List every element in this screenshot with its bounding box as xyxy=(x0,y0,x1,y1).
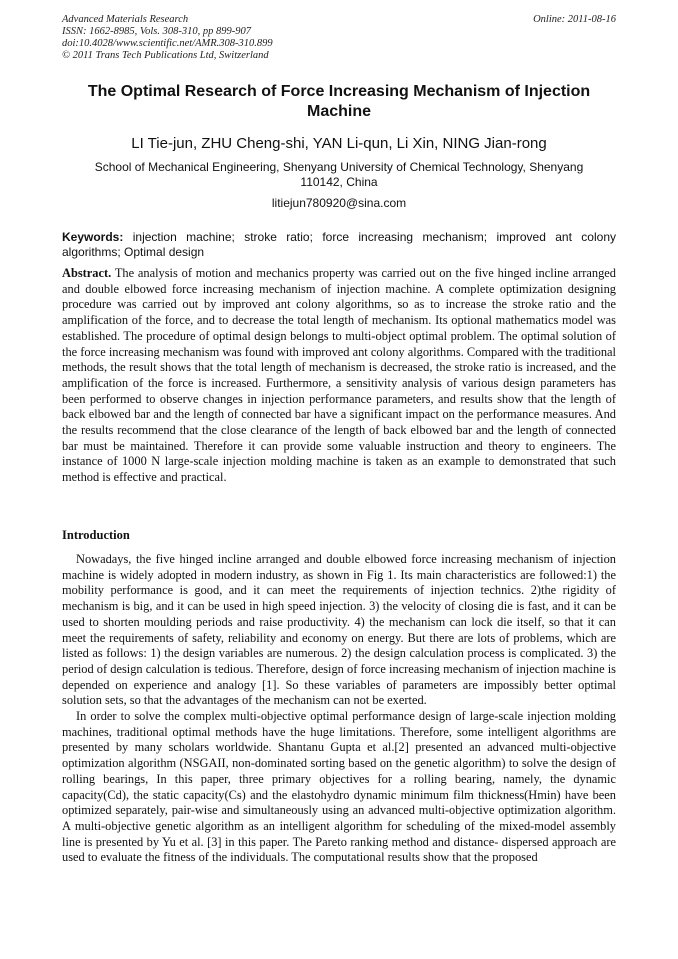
introduction-heading: Introduction xyxy=(62,528,130,542)
paper-title: The Optimal Research of Force Increasing Mechanism of Injection Machine xyxy=(87,83,591,120)
author-list: LI Tie-jun, ZHU Cheng-shi, YAN Li-qun, Li Xin, NING Jian-rong xyxy=(131,135,547,152)
copyright-line: © 2011 Trans Tech Publications Ltd, Switzerland xyxy=(62,50,269,61)
keywords-label: Keywords: xyxy=(62,230,124,244)
introduction-body xyxy=(62,552,616,866)
intro-paragraph: Nowadays, the five hinged incline arranged and double elbowed force increasing mechanism of injection machine is widely adopted in modern industry, as shown in Fig 1. Its main characteristics are followed:1) the mobility performance is good, and it can meet the requirements of injection technics. 2)the rigidity of mechanism is big, and it can be used in high speed injection. 3) the velocity of closing die is fast, and it can be used to shorten moulding periods and raise productivity. 4) the mechanism can lock die itself, so that it can meet the requirements of safety, reliability and economy on energy. But there are lots of problems, which are listed as follows: 1) the design variables are numerous. 2) the design calculation process is complicated. 3) the period of design calculation is tedious. Therefore, design of force increasing mechanism of injection machine is depended on experience and analogy [1]. So these variables of parameters are impossibly better optimal solution sets, so that the advantages of the mechanism can not be exerted. xyxy=(62,552,616,708)
abstract-text: The analysis of motion and mechanics property was carried out on the five hinged incline arranged and double elbowed force increasing mechanism of injection machine. A complete optimization designing procedure was carried out by improved ant colony algorithms, so as to increase the stroke ratio and the amplification of the force, and to decrease the total length of mechanism. Its optional mathematics model was established. The procedure of optimal design belongs to multi-object optimal problem. The optimal solution of the force increasing mechanism was found with improved ant colony algorithms. Compared with the traditional methods, the result shows that the total length of mechanism is decreased, the stroke ratio is increased, and the amplification of the force is increased. Furthermore, a sensitivity analysis of various design parameters has been performed to observe changes in injection performance parameters, and results show that the length of back elbowed bar and the length of connected bar have a significant impact on the performance measures. And the results recommend that the close clearance of the length of back elbowed bar and the length of connected bar must be maintained. Therefore it can provide some valuable instruction and theory to engineers. The instance of 1000 N large-scale injection molding machine is taken as an example to demonstrated that such method is effective and practical. xyxy=(62,266,616,485)
abstract-block xyxy=(62,266,616,486)
author-email: litiejun780920@sina.com xyxy=(271,196,407,210)
keywords-text: injection machine; stroke ratio; force increasing mechanism; improved ant colony algorithms; Optimal design xyxy=(62,230,616,259)
journal-name: Advanced Materials Research xyxy=(62,14,189,25)
issn-line: ISSN: 1662-8985, Vols. 308-310, pp 899-907 xyxy=(62,26,251,37)
online-date: Online: 2011-08-16 xyxy=(533,14,616,25)
abstract-label: Abstract. xyxy=(62,266,112,280)
keywords-block xyxy=(62,230,616,260)
affiliation: School of Mechanical Engineering, Shenyang University of Chemical Technology, Shenyang 110142, China xyxy=(94,160,584,189)
journal-header xyxy=(62,14,616,62)
intro-paragraph: In order to solve the complex multi-objective optimal performance design of large-scale injection molding machines, traditional optimal methods have the huge limitations. Therefore, some intelligent algorithms are presented by many scholars worldwide. Shantanu Gupta et al.[2] presented an advanced multi-objective optimization algorithm (NSGAII, non-dominated sorting based on the genetic algorithm) to solve the design of rolling bearings, In this paper, three primary objectives for a rolling bearing, namely, the dynamic capacity(Cd), the static capacity(Cs) and the elastohydro dynamic minimum film thickness(Hmin) have been optimized separately, pair-wise and simultaneously using an advanced multi-objective optimization algorithm. A multi-objective genetic algorithm as an intelligent algorithm for scheduling of the mixed-model assembly line is presented by Yu et al. [3] in this paper. The Pareto ranking method and distance- dispersed approach are used to evaluate the fitness of the individuals. The computational results show that the proposed xyxy=(62,709,616,865)
doi-line: doi:10.4028/www.scientific.net/AMR.308-310.899 xyxy=(62,38,273,49)
